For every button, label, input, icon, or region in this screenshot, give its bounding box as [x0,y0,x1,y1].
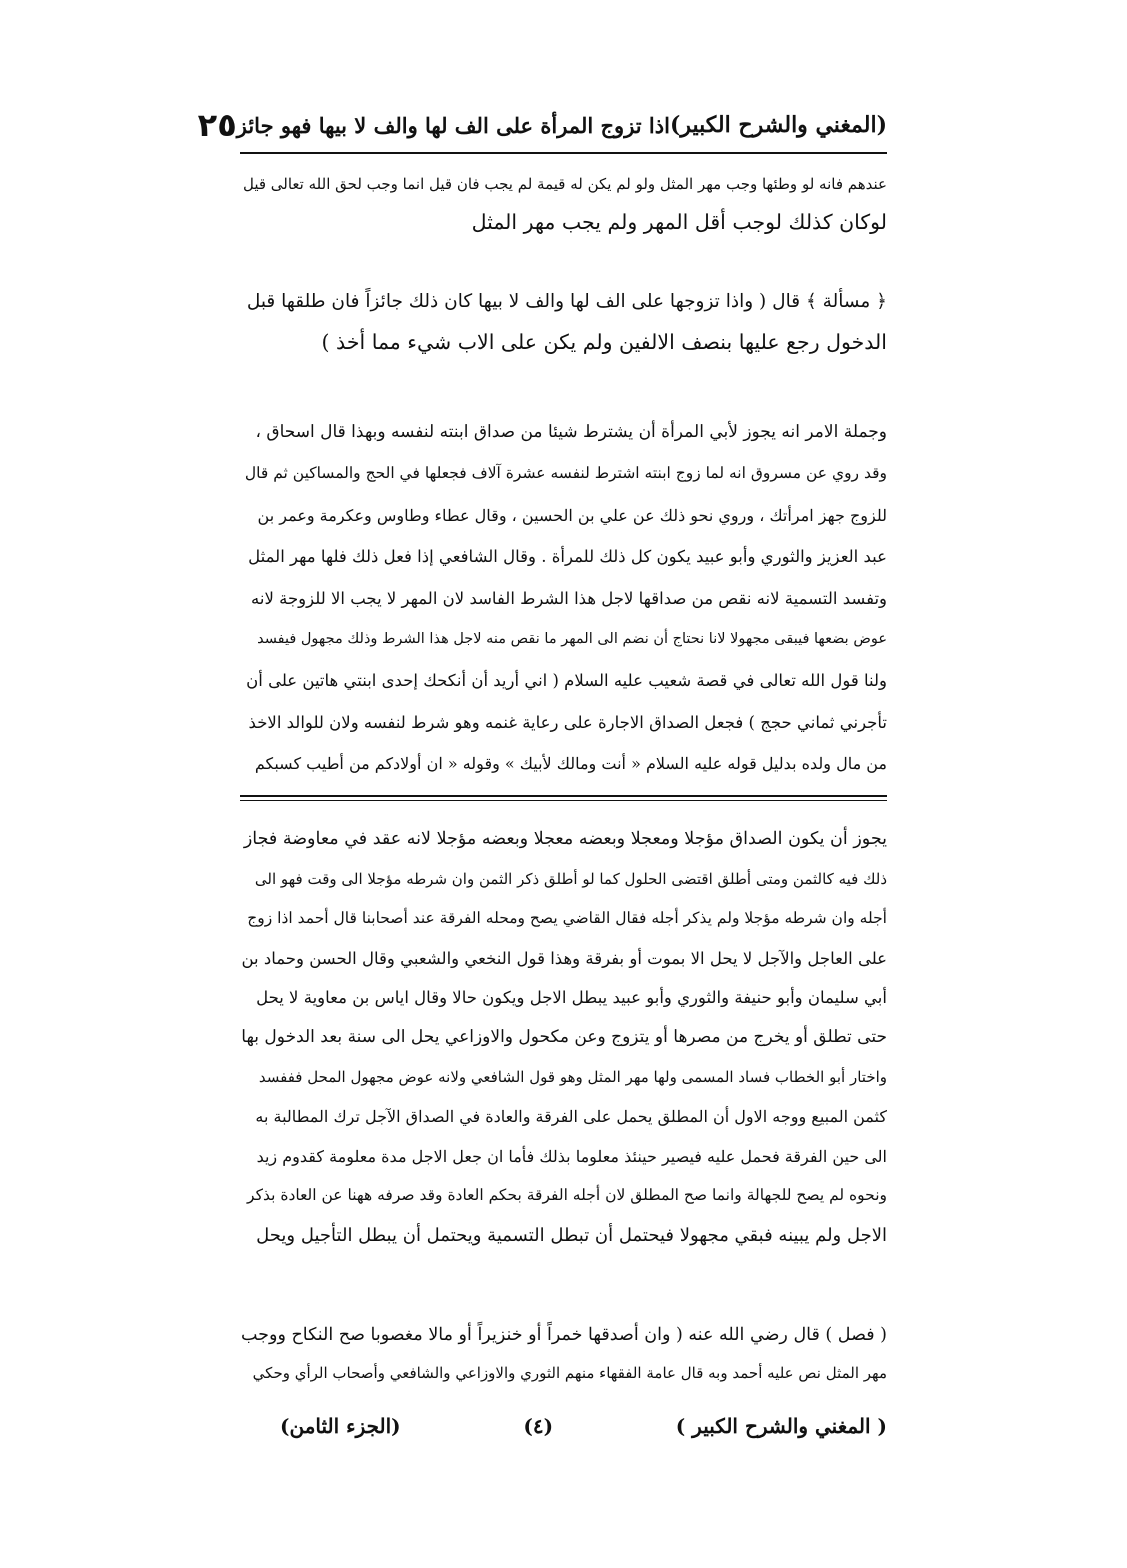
text-line: وتفسد التسمية لانه نقص من صداقها لاجل هذا الشرط الفاسد لان المهر لا يجب الا للزوجة لانه [251,588,887,608]
text-line: عندهم فانه لو وطئها وجب مهر المثل ولو لم يكن له قيمة لم يجب فان قيل انما وجب لحق الله تعالى قيل [242,175,887,193]
text-line: الدخول رجع عليها بنصف الالفين ولم يكن على الاب شيء مما أخذ ) [321,330,887,354]
text-line: ولنا قول الله تعالى في قصة شعيب عليه السلام ( اني أريد أن أنكحك إحدى ابنتي هاتين على أن [246,671,887,691]
section-divider-thin [240,800,887,801]
text-line: وقد روي عن مسروق انه لما زوج ابنته اشترط لنفسه عشرة آلاف فجعلها في الحج والمساكين ثم قال [244,464,887,483]
text-line: مهر المثل نص عليه أحمد وبه قال عامة الفقهاء منهم الثوري والاوزاعي والشافعي وأصحاب الرأي وحكي [252,1364,887,1382]
text-line: وجملة الامر انه يجوز لأبي المرأة أن يشترط شيئا من صداق ابنته لنفسه وبهذا قال اسحاق ، [255,422,887,442]
header-book-title: (المغني والشرح الكبير) [669,112,887,138]
text-line: يجوز أن يكون الصداق مؤجلا ومعجلا وبعضه معجلا وبعضه مؤجلا لانه عقد في معاوضة فجاز [243,829,887,849]
text-line: للزوج جهز امرأتك ، وروي نحو ذلك عن علي بن الحسين ، وقال عطاء وطاوس وعكرمة وعمر بن [257,505,887,525]
text-line: أبي سليمان وأبو حنيفة والثوري وأبو عبيد يبطل الاجل ويكون حالا وقال اياس بن معاوية لا يحل [256,988,887,1008]
header-rule [240,152,887,154]
text-line: أجله وان شرطه مؤجلا ولم يذكر أجله فقال القاضي يصح ومحله الفرقة عند أصحابنا قال أحمد اذا زوج [247,909,887,928]
text-line: على العاجل والآجل لا يحل الا بموت أو بفرقة وهذا قول النخعي والشعبي وقال الحسن وحماد بن [241,948,887,968]
text-line: عوض بضعها فيبقى مجهولا لانا نحتاج أن نضم الى المهر ما نقص منه لاجل هذا الشرط وذلك مجهول فيفسد [257,630,887,647]
text-line: ذلك فيه كالثمن ومتى أطلق اقتضى الحلول كما لو أطلق ذكر الثمن وان شرطه مؤجلا الى وقت فهو الى [254,869,887,888]
commentary-paragraph [240,412,887,785]
text-line: كثمن المبيع ووجه الاول أن المطلق يحمل على الفرقة والعادة في الصداق الآجل ترك المطالبة به [255,1107,887,1127]
text-line: الى حين الفرقة فحمل عليه فيصير حينئذ معلوما بذلك فأما ان جعل الاجل مدة معلومة كقدوم زيد [256,1146,887,1166]
text-line: ( فصل ) قال رضي الله عنه ( وان أصدقها خمراً أو خنزيراً أو مالا مغصوبا صح النكاح ووجب [241,1325,887,1345]
top-paragraph [240,165,887,241]
footer-volume-number: (٤) [523,1414,554,1438]
page-number: ٢٥ [197,106,237,144]
text-line: تأجرني ثماني حجج ) فجعل الصداق الاجارة على رعاية غنمه وهو شرط لنفسه ولان للوالد الاخذ [248,712,887,732]
text-line: حتى تطلق أو يخرج من مصرها أو يتزوج وعن مكحول والاوزاعي يحل الى سنة بعد الدخول بها [241,1026,887,1047]
text-line: عبد العزيز والثوري وأبو عبيد يكون كل ذلك للمرأة . وقال الشافعي إذا فعل ذلك فلها مهر المثل [248,547,887,567]
footer-volume-label: (الجزء الثامن) [280,1414,401,1438]
page-header [197,100,887,150]
header-topic: اذا تزوج المرأة على الف لها والف لا بيها فهو جائز [236,112,670,138]
text-line: من مال ولده بدليل قوله عليه السلام « أنت ومالك لأبيك » وقوله « ان أولادكم من أطيب كسبكم [254,754,887,774]
fasl-paragraph [240,1316,887,1392]
text-line: الاجل ولم يبينه فبقي مجهولا فيحتمل أن تبطل التسمية ويحتمل أن يبطل التأجيل ويحل [256,1224,887,1246]
masala-paragraph [240,282,887,362]
lower-paragraph [240,820,887,1256]
section-divider [240,795,887,797]
text-line: واختار أبو الخطاب فساد المسمى ولها مهر المثل وهو قول الشافعي ولانه عوض مجهول المحل فففسد [258,1067,887,1086]
page-footer [280,1406,887,1446]
footer-book-title: ( المغني والشرح الكبير ) [675,1414,887,1438]
text-line: ﴿ مسألة ﴾ قال ( واذا تزوجها على الف لها والف لا بيها كان ذلك جائزاً فان طلقها قبل [246,291,887,312]
text-line: لوكان كذلك لوجب أقل المهر ولم يجب مهر المثل [471,210,887,234]
text-line: ونحوه لم يصح للجهالة وانما صح المطلق لان أجله الفرقة بحكم العادة وقد صرفه ههنا عن العادة بذكر [247,1186,887,1205]
